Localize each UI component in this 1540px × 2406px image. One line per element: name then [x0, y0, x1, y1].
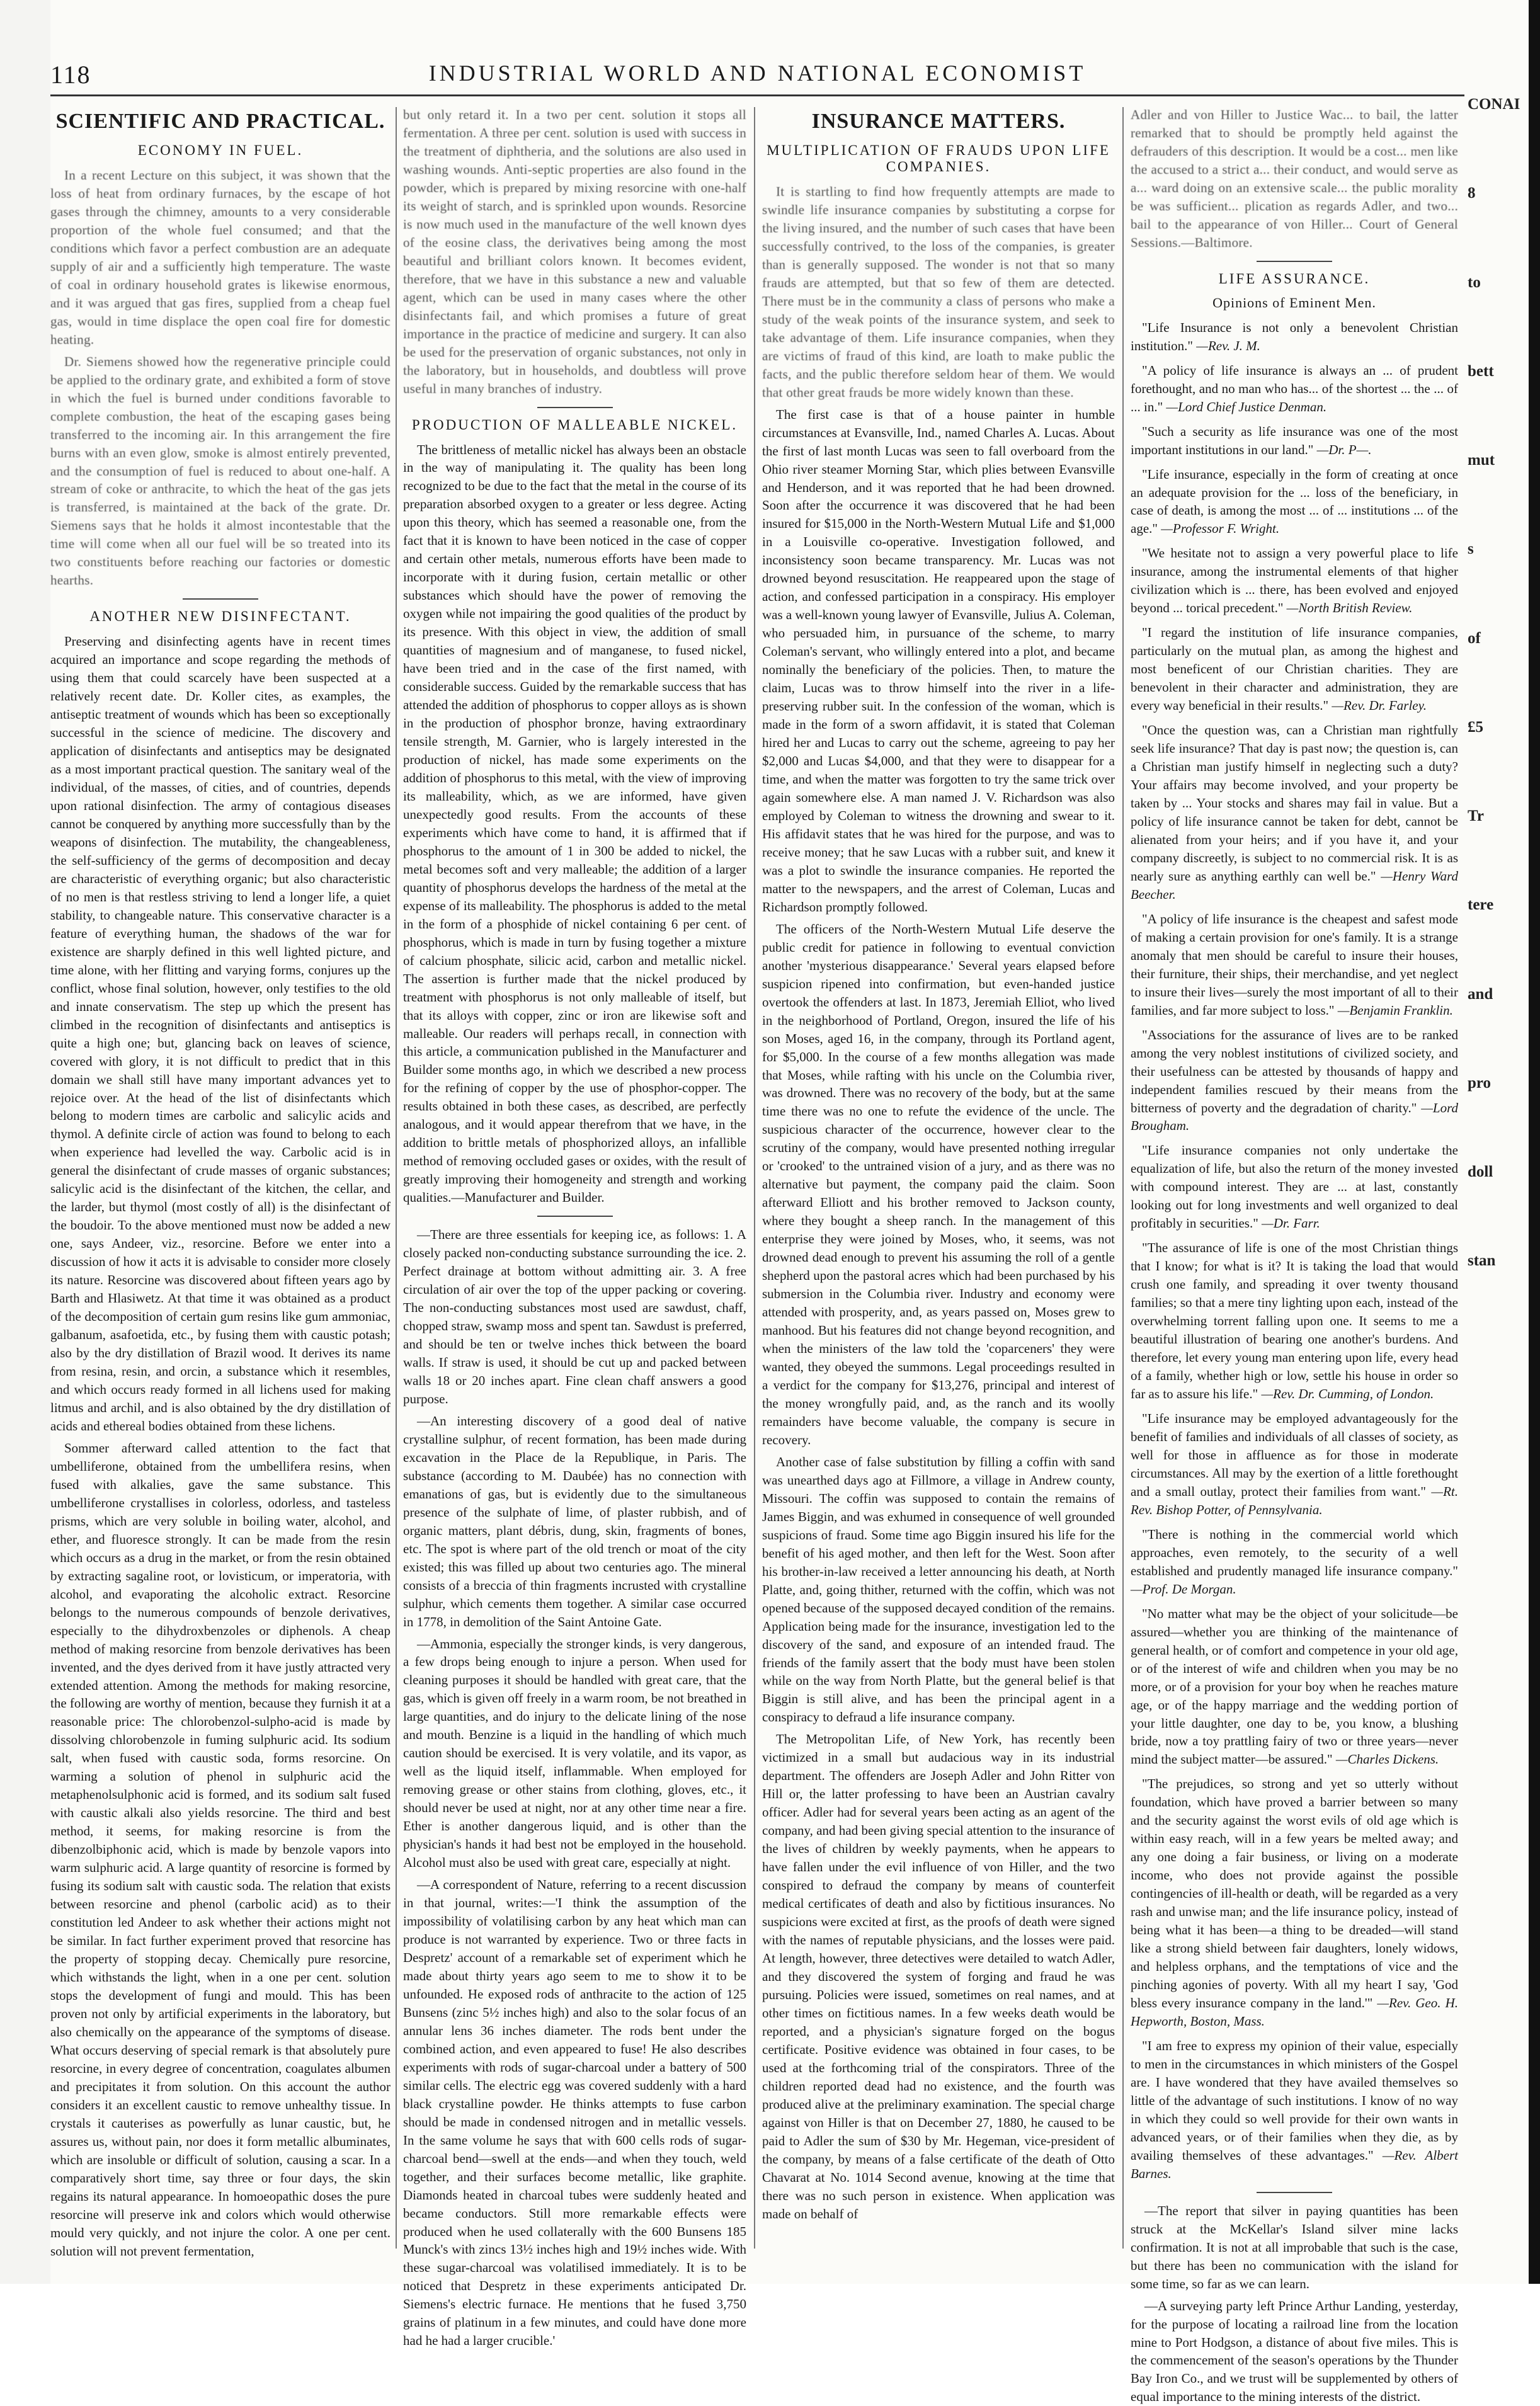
quote-source: —Dr. P—. — [1316, 442, 1372, 457]
article-paragraph: It is startling to find how frequently attempts are made to swindle life insurance companies by substituting a corpse for the living insured, and the number of such cases that have been successfully contrived, to the loss of the companies, is greater than is generally supposed. The wonder is not that so many frauds are attempted, but that so few of them are detected. There must be in the community a class of persons who make a study of the weak points of the insurance system, and seek to take advantage of them. Life insurance companies, when they are victims of fraud of this kind, are loath to make public the facts, and the public therefore seldom hear of them. We would that other great frauds be more widely known than these. — [762, 184, 1115, 400]
quote-source: —Rev. Albert Barnes. — [1131, 2147, 1458, 2181]
column-rule — [1122, 107, 1124, 2249]
column-2 — [403, 106, 746, 2349]
margin-fragment: tere — [1468, 896, 1494, 914]
quote-item — [1131, 465, 1458, 539]
quote-text: "I am free to express my opinion of their value, especially to men in the circumstances in which ministers of the Gospel are. I have wondered that they have availed themselves so little of the advantage of such institutions. I know of no way in which they could so well provide for their own wants in advanced years, or of their families when they die, as by availing themselves of these advantages." — [1131, 2038, 1458, 2163]
article-continuation: Adler and von Hiller to Justice Wac... to bail, the latter remarked that to should be promptly held against the defrauders of this description. It would be a cost... men like the accused to a strict a... their conduct, and would serve as a... ward doing on an extensive scale... the public morality be was sufficient... plication as regards Adler, and two... bail to the appearance of von Hiller... Court of General Sessions.—Baltimore. — [1131, 107, 1458, 250]
quote-item — [1131, 721, 1458, 904]
quote-source: —Dr. Farr. — [1262, 1216, 1320, 1231]
margin-fragment: bett — [1468, 362, 1494, 380]
margin-fragment: 8 — [1468, 185, 1476, 202]
page-gutter-shadow — [1529, 0, 1540, 2284]
quote-item — [1131, 1026, 1458, 1136]
margin-fragment: of — [1468, 629, 1481, 647]
quote-source: —Rev. Dr. Farley. — [1332, 698, 1427, 714]
quote-item — [1131, 319, 1458, 355]
article-title: ECONOMY IN FUEL. — [137, 142, 304, 158]
quote-text: "The assurance of life is one of the most Christian things that I know; for what is it? It is taking the load that would crush one family, and spreading it over twenty thousand families; so that a mere tiny lighting upon each, instead of the overwhelming torrent falling upon one. It seems to me a beautiful illustration of bearing one another's burdens. And therefore, let every young man entering upon life, every head of a family, whether high or low, settle his house in order so far as to assure his life." — [1131, 1240, 1458, 1402]
article-paragraph: The first case is that of a house painter in humble circumstances at Evansville, Ind., named Charles A. Lucas. About the first of last month Lucas was seen to fall overboard from the Ohio river steamer Morning Star, which plies between Evansville and Henderson, and it was reported that he had been drowned. Soon after the occurrence it was discovered that he had been insured for $15,000 in the North-Western Mutual Life and $1,000 in a Louisville co-operative. Investigation followed, and inconsistency soon became transparency. Mr. Lucas was not drowned beyond resuscitation. He reappeared upon the stage of action, and confessed participation in a conspiracy. His employer was a well-known young lawyer of Evansville, Julius A. Coleman, who persuaded him, in pursuance of the scheme, to marry Coleman's servant, who willingly entered into a plot, and became nominally the beneficiary of the policies. Then, to mature the claim, Lucas was to throw himself into the river in a life-preserving rubber suit. In the confession of the woman, which is made in the form of a sworn affidavit, it is stated that Coleman hired her and Lucas to carry out the scheme, agreeing to pay her $2,000 and Lucas $4,000, and that they were to disappear for a time, and when the matter was forgotten to try the same trick over again somewhere else. A man named J. V. Richardson was also employed by Coleman to witness the drowning and swear to it. His affidavit states that he was hired for the purpose, and was to receive money; that he saw Lucas with a rubber suit, and knew it was a plot to swindle the insurance companies. He reported the matter to the newspapers, and the arrest of Coleman, Lucas and Richardson promptly followed. — [762, 406, 1115, 915]
quote-item — [1131, 1410, 1458, 1519]
divider — [183, 598, 258, 600]
column-4 — [1131, 106, 1458, 2405]
article-title: ANOTHER NEW DISINFECTANT. — [89, 608, 351, 625]
news-item: —A surveying party left Prince Arthur Landing, yesterday, for the purpose of locating a railroad line from the location mine to Port Hodgson, a distance of about five miles. This is the commencement of the season's operations by the Thunder Bay Iron Co., and we trust will be supplemented by others of equal importance to the mining interests of the district. — [1131, 2298, 1458, 2405]
quotes-list — [1131, 319, 1458, 2183]
quote-source: —Prof. De Morgan. — [1131, 1581, 1236, 1597]
quote-item — [1131, 2037, 1458, 2183]
article-paragraph: Dr. Siemens showed how the regenerative principle could be applied to the ordinary grate, and exhibited a form of stove in which the fuel is burned under conditions favorable to complete combustion, the heat of the escaping gases being transferred to the incoming air. In this arrangement the fire burns with an even glow, smoke is almost entirely prevented, and the consumption of fuel is reduced to about one-half. A stream of coke or anthracite, to which the heat of the gas jets is transferred, is maintained at the back of the grate. Dr. Siemens says that he holds it almost incontestable that the time will come when all our fuel will be so treated into its two constituents before reaching our factories or domestic hearths. — [50, 353, 391, 588]
quote-source: —Rev. Geo. H. Hepworth, Boston, Mass. — [1131, 1995, 1458, 2029]
section-heading: SCIENTIFIC AND PRACTICAL. — [55, 110, 385, 133]
margin-fragment: and — [1468, 985, 1493, 1003]
quote-text: "I regard the institution of life insurance companies, particularly on the mutual plan, as among the highest and most beneficent of our Christian charities. They are benevolent in their character and administration, they are every way beneficial in their results." — [1131, 625, 1458, 714]
margin-fragment: Tr — [1468, 807, 1484, 824]
article-continuation: but only retard it. In a two per cent. solution it stops all fermentation. A three per cent. solution is used with success in the treatment of diphtheria, and the solutions are also used in washing wounds. Anti-septic properties are also found in the powder, which is prepared by mixing resorcine with one-half its weight of starch, and is sprinkled upon wounds. Resorcine is now much used in the manufacture of the well known dyes of the eosine class, the derivatives being among the most beautiful and brilliant colors known. It becomes evident, therefore, that we have in this substance a new and valuable agent, which can be used in many cases where the other disinfectants fail, and which promises a future of great importance in the practice of medicine and surgery. It can also be used for the preservation of organic substances, not only in the laboratory, but in households, and doubtless will prove useful in many branches of industry. — [403, 107, 746, 396]
margin-fragment: mut — [1468, 452, 1495, 469]
quote-text: "Associations for the assurance of lives are to be ranked among the very noblest institutions of civilized society, and their usefulness can be attested by thousands of happy and independent families rescued by their means from the bitterness of poverty and the degradation of charity." — [1131, 1027, 1458, 1115]
quote-item — [1131, 1605, 1458, 1769]
quote-text: "Once the question was, can a Christian man rightfully seek life insurance? That day is past now; the question is, can a Christian man justify himself in neglecting such a duty? Your affairs may become involved, and your property be taken by ... Your stocks and shares may fail in value. But a policy of life insurance cannot be taken for debt, cannot be alienated from your heirs; and if you have it, and your company discreetly, is subject to no commercial risk. It is as nearly sure as anything earthly can well be." — [1131, 722, 1458, 884]
quote-text: "Life insurance companies not only undertake the equalization of life, but also the return of the money invested with compound interest. They are ... at last, constantly looking out for long investments and well organized to deal profitably in securities." — [1131, 1143, 1458, 1231]
quote-text: "A policy of life insurance is the cheapest and safest mode of making a certain provision for one's family. It is a strange anomaly that men should be careful to insure their houses, their furniture, their ships, their merchandise, and yet neglect to insure their lives—surely the most important of all to their families, and far more subject to loss." — [1131, 911, 1458, 1018]
page-number: 118 — [50, 60, 91, 89]
news-item: —A correspondent of Nature, referring to a recent discussion in that journal, writes:—'I think the assumption of the impossibility of volatilising carbon by any heat which man can produce is not warranted by experience. Two or three facts in Despretz' account of a remarkable set of experiment which he made about thirty years ago seem to me to show it to be unfounded. He exposed rods of anthracite to the action of 125 Bunsens (zinc 5½ inches high) and also to the solar focus of an annular lens 36 inches diameter. The rods bent under the combined action, and even appeared to fuse! He also describes experiments with rods of sugar-charcoal under a battery of 500 similar cells. The electric egg was covered suddenly with a hard black crystalline powder. He thinks attempts to fuse carbon should be made in condensed nitrogen and in metallic vessels. In the same volume he says that with 600 cells rods of sugar-charcoal bend—swell at the ends—and when they touch, weld together, and their surfaces become metallic, like graphite. Diamonds heated in charcoal tubes were suddenly heated and became conductors. Still more remarkable effects were produced when he used collaterally with the 600 Bunsens 185 Munck's with zincs 13½ inches high and 19½ inches wide. With these sugar-charcoal was volatilised immediately. It is to be noticed that Despretz in these experiments anticipated Dr. Siemens's electric furnace. He mentions that he fused 3,750 grains of platinum in a few minutes, and could have done more had he had a larger crucible.' — [403, 1877, 746, 2349]
column-rule — [754, 107, 755, 2249]
column-3 — [762, 106, 1115, 2260]
quote-source: —Rev. Dr. Cumming, of London. — [1261, 1386, 1434, 1402]
quote-text: "A policy of life insurance is always an ... of prudent forethought, and no man who has... of the shortest ... the ... of ... in." — [1131, 362, 1458, 414]
header-rule — [50, 94, 1464, 96]
quote-item — [1131, 1141, 1458, 1233]
adjacent-page-fragments — [1468, 94, 1527, 2236]
article-paragraph: The officers of the North-Western Mutual Life deserve the public credit for patience in following to eventual conviction another 'mysterious disappearance.' Several years elapsed before suspicion ripened into confirmation, but even-handed justice overtook the offenders at last. In 1873, Jeremiah Elliot, who lived in the neighborhood of Portland, Oregon, insured the life of his son Moses, aged 16, in the company, through its Portland agent, for $5,000. In the course of a few months allegation was made that Moses, while rafting with his uncle on the Columbia river, was drowned. There was no recovery of the body, but at the same time there was no one to refute the evidence of the uncle. The suspicious character of the occurrence, however clear to the scrutiny of the company, would have presented nothing irregular or 'crooked' to the untrained vision of a jury, and as there was no alternative but payment, the company paid the claim. Soon afterward Elliott and his brother removed to Jackson county, where they bought a sheep ranch. In the management of this enterprise they were joined by Moses, who, it seems, was not drowned dead enough to prevent his assuming the roll of a gentle shepherd upon the pastoral acres which had been purchased by his submersion in the Columbia river. Industry and economy were attended with prosperity, and, as years passed on, Moses grew to manhood. But his features did not change beyond recognition, and when the ministers of the law told the 'coparceners' they were wanted, they obeyed the summons. Legal proceedings resulted in a verdict for the company for $13,276, principal and interest of the money wrongfully paid, and, as the ranch and its woolly remainders have become valuable, the company is secure in recovery. — [762, 921, 1115, 1447]
article-paragraph: Another case of false substitution by filling a coffin with sand was unearthed days ago at Fillmore, a village in Andrew county, Missouri. The coffin was supposed to contain the remains of James Biggin, and was exhumed in consequence of well grounded suspicions of fraud. Some time ago Biggin insured his life for the benefit of his aged mother, and then left for the West. Soon after his brother-in-law received a letter announcing his death, at North Platte, and, going thither, returned with the coffin, which was not opened because of the supposed decayed condition of the remains. Application being made for the insurance, investigation led to the discovery of the sand, and exposure of an intended fraud. The friends of the family assert that the body must have been stolen while on the way from North Platte, but the general belief is that Biggin is still alive, and has been the principal agent in a conspiracy to defraud a life insurance company. — [762, 1454, 1115, 1725]
column-rule — [396, 107, 397, 2249]
quote-source: —Professor F. Wright. — [1161, 521, 1280, 537]
divider — [537, 1216, 613, 1217]
quote-item — [1131, 624, 1458, 715]
quote-source: —Charles Dickens. — [1335, 1752, 1439, 1767]
quote-text: "The prejudices, so strong and yet so utterly without foundation, which have proved a barrier between so many and the security against the worst evils of old age which is within easy reach, will in a few years be melted away; and any one doing a fair business, or living on a moderate income, who does not provide against the possible contingencies of ill-health or death, will be regarded as a very rash and unwise man; and the life insurance policy, instead of being what it has been—a thing to be dreaded—will stand like a strong shield between fair daughters, lonely widows, and helpless orphans, and the temptations of vice and the pinching agonies of poverty. With all my heart I say, 'God bless every insurance company in the land.'" — [1131, 1776, 1458, 2011]
quote-source: —Lord Chief Justice Denman. — [1166, 399, 1327, 414]
margin-fragment: £5 — [1468, 718, 1483, 736]
article-paragraph: Sommer afterward called attention to the fact that umbelliferone, obtained from the umbellifera resins, when fused with alkalies, gave the same substance. This umbelliferone crystallises in colorless, odorless, and tasteless prisms, which are very soluble in boiling water, alcohol, and ether, and fluoresce strongly. It can be made from the resin which occurs as a drug in the market, or from the resin obtained by extracting sagaline root, or lovisticum, or imperatoria, with alcohol, and evaporating the alcoholic extract. Resorcine belongs to the numerous compounds of benzole derivatives, especially to the dihydroxbenzoles or diphenols. A cheap method of making resorcine from benzole derivatives has been invented, and the dyes derived from it have justly attracted very extended attention. Among the methods for making resorcine, the following are worthy of mention, because they furnish it at a reasonable price: The chlorobenzol-sulpho-acid is made by dissolving chlorobenzole in fuming sulphuric acid. Its sodium salt, when fused with caustic soda, forms resorcine. On warming a solution of phenol in sulphuric acid the metaphenolsulphonic acid is formed, and its sodium salt fused with caustic alkali also yields resorcine. The third and best method, it seems, for making resorcine is from the dibenzolbiphonic acid, which is made by benzole vapors into warm sulphuric acid. A large quantity of resorcine is formed by fusing its sodium salt with caustic soda. The relation that exists between resorcine and phenol (carbolic acid) as to their constitution led Andeer to ask whether their actions might not be similar. In fact further experiment proved that resorcine has the property of stopping decay. Chemically pure resorcine, which withstands the light, when in a one per cent. solution stops the development of fungi and mould. This has been proven not only by artificial experiments in the laboratory, but also chemically on the appearance of the symptoms of disease. What occurs deserving of special remark is that absolutely pure resorcine, in every degree of concentration, coagulates albumen and precipitates it from solution. On this account the author considers it an excellent caustic to remove unhealthy tissue. In crystals it cauterises as powerfully as lunar caustic, but, he assures us, without pain, nor does it form metallic albuminates, which are insoluble or difficult of solution, causing a scar. In a comparatively short time, say three or four days, the skin regains its natural appearance. In homoeopathic doses the pure resorcine will preserve ink and colors which would otherwise mould very quickly, and not injure the color. A one per cent. solution will not prevent fermentation, — [50, 1440, 391, 2259]
article-paragraph: In a recent Lecture on this subject, it was shown that the loss of heat from ordinary furnaces, by the escape of hot gases through the chimney, amounts to a very considerable proportion of the whole fuel consumed; and that the conditions which favor a perfect combustion are an adequate supply of air and a sufficiently high temperature. The waste of coal in ordinary household grates is likewise enormous, and it was argued that gas fires, supplied from a cheap fuel gas, would in time displace the open coal fire for domestic heating. — [50, 168, 391, 347]
quote-source: —North British Review. — [1286, 600, 1413, 616]
quote-source: —Benjamin Franklin. — [1337, 1002, 1453, 1018]
quote-item — [1131, 362, 1458, 416]
margin-fragment: to — [1468, 273, 1481, 291]
section-heading: INSURANCE MATTERS. — [811, 110, 1066, 133]
page-header — [50, 60, 1464, 98]
margin-fragment: s — [1468, 540, 1474, 558]
quote-item — [1131, 1239, 1458, 1403]
article-subtitle: Opinions of Eminent Men. — [1212, 294, 1376, 311]
quote-item — [1131, 423, 1458, 459]
running-title: INDUSTRIAL WORLD AND NATIONAL ECONOMIST — [428, 60, 1087, 86]
quote-text: "No matter what may be the object of your solicitude—be assured—whether you are thinking of the maintenance of general health, or of comfort and competence in your old age, or of the interest of wife and children when you may be no more, or of a provision for your boy when he reaches mature age, or of the happy marriage and the wedding portion of your little daughter, one day to be, you know, a blushing bride, now a toy prattling fairy of two or three years—never mind the subject matter—be assured." — [1131, 1605, 1458, 1767]
margin-fragment: pro — [1468, 1074, 1492, 1092]
quote-text: "We hesitate not to assign a very powerful place to life insurance, among the instrumental elements of that higher civilization which is ... there, has been evolved and enjoyed beyond ... torical precedent." — [1131, 545, 1458, 616]
divider — [1257, 261, 1332, 262]
page-left-margin — [0, 0, 50, 2284]
news-item: —Ammonia, especially the stronger kinds, is very dangerous, a few drops being enough to injure a person. When used for cleaning purposes it should be handled with great care, that the gas, which is given off freely in a warm room, be not breathed in large quantities, and do injury to the delicate lining of the nose and mouth. Benzine is a liquid in the handling of which much caution should be exercised. It is very volatile, and its vapor, as well as the liquid itself, inflammable. When employed for removing grease or other stains from clothing, gloves, etc., it should never be used at night, nor at any other time near a fire. Ether is another dangerous liquid, and is other than the physician's hands it had best not be employed in the household. Alcohol must also be used with great care, especially at night. — [403, 1636, 746, 1871]
margin-fragment: stan — [1468, 1252, 1496, 1270]
column-1 — [50, 106, 391, 2260]
quote-text: "Life insurance, especially in the form of creating at once an adequate provision for the ... loss of the beneficiary, in case of death, is among the most ... of ... institutions ... of the age." — [1131, 466, 1458, 537]
quote-item — [1131, 1525, 1458, 1599]
quote-text: "Life insurance may be employed advantageously for the benefit of families and individuals of all classes of society, as well for those in affluence as for those in moderate circumstances. All may by the exertion of a little forethought and a small outlay, protect their families from want." — [1131, 1411, 1458, 1499]
quote-text: "Life Insurance is not only a benevolent Christian institution." — [1131, 319, 1458, 353]
quote-source: —Rev. J. M. — [1196, 338, 1260, 353]
divider — [1257, 2192, 1332, 2193]
quote-source: —Henry Ward Beecher. — [1131, 868, 1458, 902]
quote-text: "Such a security as life insurance was one of the most important institutions in our land." — [1131, 423, 1458, 457]
article-title: LIFE ASSURANCE. — [1218, 270, 1371, 287]
divider — [537, 407, 613, 408]
quote-item — [1131, 910, 1458, 1020]
article-title: PRODUCTION OF MALLEABLE NICKEL. — [411, 416, 738, 433]
margin-fragment: CONAI — [1468, 96, 1520, 113]
news-item: —The report that silver in paying quantities has been struck at the McKellar's Island silver mine lacks confirmation. It is not at all improbable that such is the case, but there has been no communication with the island for some time, so far as we can learn. — [1131, 2203, 1458, 2291]
margin-fragment: doll — [1468, 1163, 1493, 1180]
news-item: —There are three essentials for keeping ice, as follows: 1. A closely packed non-conducting substance surrounding the ice. 2. Perfect drainage at bottom without admitting air. 3. A free circulation of air over the top of the upper packing or covering. The non-conducting substances most used are sawdust, chaff, chopped straw, swamp moss and spent tan. Sawdust is preferred, and should be ten or twelve inches thick between the board walls. If straw is used, it should be cut up and packed between walls 18 or 20 inches apart. Fine clean chaff answers a good purpose. — [403, 1227, 746, 1406]
article-paragraph: Preserving and disinfecting agents have in recent times acquired an importance and scope regarding the methods of using them that could scarcely have been suspected at a relatively recent date. Dr. Koller cites, as examples, the antiseptic treatment of wounds which has been so exceptionally successful in the science of medicine. The discovery and application of disinfectants and antiseptics may be designated as a most important practical question. The sanitary weal of the individual, of the masses, of cities, and of countries, depends upon rational disinfection. The army of contagious diseases cannot be conquered by anything more successfully than by the weapons of disinfection. The mutability, the changeableness, the self-sufficiency of the germs of decomposition and decay are characteristic of everything organic; but also characteristic of no men is that restless striving to lend a longer life, a quiet stability, to changeable nature. This conservative character is a feature of everything human, the shadows of the war for existence are sharply defined in this well lighted picture, and time alone, with her flitting and varying forms, conjures up the conflict, whose final solution, however, only testifies to the old and innate conservatism. The step up which the present has climbed in the recognition of disinfectants and antiseptics is quite a high one; but, glancing back on leaves of science, covered with glory, it is not difficult to predict that in this domain we shall still have many important advances yet to rejoice over. At the head of the list of disinfectants which belong to modern times are carbolic and salicylic acids and thymol. A definite circle of action was found to belong to each when experience had levelled the way. Carbolic acid is in general the disinfectant of crude masses of organic substances; salicylic acid is the disinfectant of the kitchen, the cellar, and the larder, but thymol (most costly of all) is the disinfectant of the boudoir. To the above mentioned must now be added a new one, says Andeer, viz., resorcine. Before we enter into a discussion of how it acts it is advisable to consider more closely its nature. Resorcine was discovered about fifteen years ago by Barth and Hlasiwetz. At that time it was obtained as a product of the decomposition of certain gum resins like gum ammoniac, galbanum, asafoetida, etc., by fusing them with caustic potash; also by the dry distillation of Brazil wood. It derives its name from resina, resin, and orcin, a substance which it resembles, and which occurs ready formed in all lichens used for making litmus and archil, and is also obtained by the dry distillation of acids and ethereal bodies obtained from these lichens. — [50, 634, 391, 1434]
quote-text: "There is nothing in the commercial world which approaches, even remotely, to the security of a well established and prudently managed life insurance company." — [1131, 1526, 1458, 1578]
quote-item — [1131, 544, 1458, 617]
news-item: —An interesting discovery of a good deal of native crystalline sulphur, of recent formation, has been made during excavation in the Place de la Republique, in Paris. The substance (according to M. Daubée) has no connection with emanations of gas, but is evidently due to the simultaneous presence of the sulphate of lime, of plaster rubbish, and of organic matters, plant débris, dung, skin, fragments of bones, etc. The spot is where part of the old trench or moat of the city existed; this was filled up about two centuries ago. The mineral consists of a breccia of thin fragments incrusted with crystalline sulphur, which cements them together. A similar case occurred in 1778, in demolition of the Saint Antoine Gate. — [403, 1413, 746, 1629]
article-paragraph: The Metropolitan Life, of New York, has recently been victimized in a small but audacious way in its industrial department. The offenders are Joseph Adler and John Ritter von Hill or, the latter professing to have been an Austrian cavalry officer. Adler had for several years been acting as an agent of the company, and had been giving special attention to the insurance of the lives of children by weekly payments, when he appears to have fallen under the evil influence of von Hiller, and the two conspired to defraud the company by means of counterfeit medical certificates of death and also by fictitious insurances. No suspicions were excited at first, as the proofs of death were signed with the names of reputable physicians, and the losses were paid. At length, however, three detectives were detailed to watch Adler, and they discovered the system of forging and fraud he was pursuing. Policies were issued, sometimes on real names, and at other times on fictitious names. In a few weeks death would be reported, and a physician's signature forged on the bogus certificate. Positive evidence was obtained in four cases, to be used at the forthcoming trial of the conspirators. Three of the children reported dead had no existence, and the fourth was produced alive at the preliminary examination. The special charge against von Hiller is that on December 27, 1880, he caused to be paid to Adler the sum of $30 by Mr. Hegeman, vice-president of the company, by means of a false certificate of the death of Otto Chavarat at No. 1014 Second avenue, knowing at the time that there was no such person in existence. When application was made on behalf of — [762, 1731, 1115, 2221]
article-title: MULTIPLICATION OF FRAUDS UPON LIFE COMPANIES. — [767, 142, 1110, 174]
quote-item — [1131, 1775, 1458, 2031]
quote-source: —Rt. Rev. Bishop Potter, of Pennsylvania. — [1131, 1483, 1458, 1517]
quote-source: —Lord Brougham. — [1131, 1100, 1458, 1134]
article-paragraph: The brittleness of metallic nickel has always been an obstacle in the way of manipulating it. The quality has been long recognized to be due to the fact that the metal in the course of its preparation absorbed oxygen to a greater or less degree. Acting upon this theory, which has seemed a reasonable one, from the fact that it is known to have been noticed in the case of copper and certain other metals, numerous efforts have been made to incorporate with it during fusion, certain metallic or other substances which should have the power of removing the oxygen while not impairing the good qualities of the product by its presence. With this object in view, the addition of small quantities of magnesium and of manganese, to fused nickel, have been tried and in the case of the first named, with considerable success. Guided by the remarkable success that has attended the addition of phosphorus to copper alloys as is shown in the production of phosphor bronze, having extraordinary tensile strength, M. Garnier, who is largely interested in the production of nickel, has made some experiments on the addition of phosphorus to this metal, with the view of improving its malleability, which, as we are informed, have given unexpectedly good results. From the accounts of these experiments which have come to hand, it is affirmed that if phosphorus to the amount of 1 in 300 be added to nickel, the metal becomes soft and very malleable; the addition of a larger quantity of phosphorus develops the hardness of the metal at the expense of its malleability. The phosphorus is added to the metal in the form of a phosphide of nickel containing 6 per cent. of phosphorus, which is made in turn by fusing together a mixture of calcium phosphate, silicic acid, carbon and metallic nickel. The assertion is further made that the nickel produced by treatment with phosphorus is not only malleable of itself, but that its alloys with copper, zinc or iron are likewise soft and malleable. Our readers will perhaps recall, in connection with this article, a communication published in the Manufacturer and Builder some months ago, in which we described a new process for the refining of copper by the use of phosphor-copper. The results obtained in both these cases, as described, are perfectly analogous, and it would appear therefrom that we have, in the addition to brittle metals of phosphorized alloys, an infallible method of removing occluded gases or oxides, with the result of greatly improving their homogeneity and strength and working qualities.—Manufacturer and Builder. — [403, 442, 746, 1206]
